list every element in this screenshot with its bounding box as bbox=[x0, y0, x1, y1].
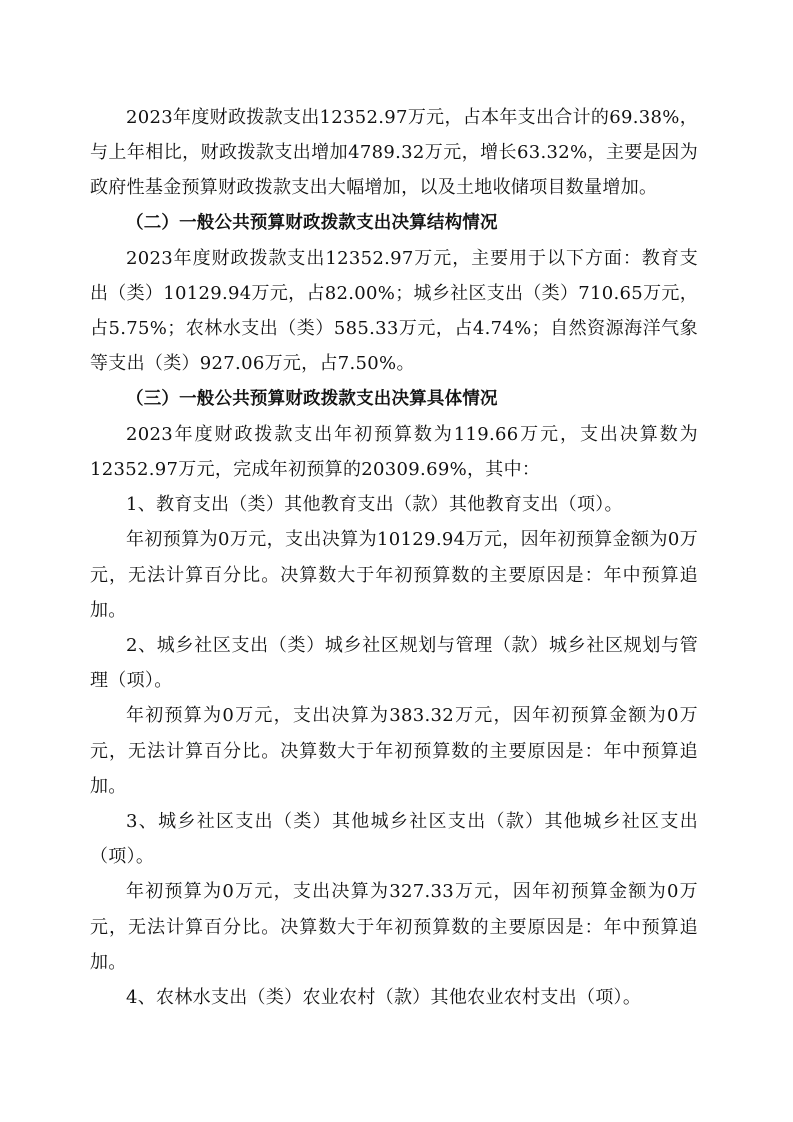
paragraph-details-summary: 2023年度财政拨款支出年初预算数为119.66万元，支出决算数为12352.97万元，完成年初预算的20309.69%，其中： bbox=[90, 423, 698, 481]
paragraph-structure: 2023年度财政拨款支出12352.97万元，主要用于以下方面：教育支出（类）10129.94万元，占82.00%；城乡社区支出（类）710.65万元，占5.75%；农林水支出（类）585.33万元，占4.74%；自然资源海洋气象等支出（类）927.06万元，占7.50%。 bbox=[90, 247, 698, 375]
item-3-title: 3、城乡社区支出（类）其他城乡社区支出（款）其他城乡社区支出（项）。 bbox=[90, 811, 698, 868]
section-heading-structure: （二）一般公共预算财政拨款支出决算结构情况 bbox=[126, 212, 498, 233]
paragraph-overview: 2023年度财政拨款支出12352.97万元，占本年支出合计的69.38%，与上年相比，财政拨款支出增加4789.32万元，增长63.32%，主要是因为政府性基金预算财政拨款支出大幅增加，以及土地收储项目数量增加。 bbox=[90, 107, 698, 199]
item-2-description: 年初预算为0万元，支出决算为383.32万元，因年初预算金额为0万元，无法计算百分比。决算数大于年初预算数的主要原因是：年中预算追加。 bbox=[90, 705, 698, 797]
item-4-title: 4、农林水支出（类）农业农村（款）其他农业农村支出（项）。 bbox=[126, 987, 642, 1009]
document-body bbox=[90, 100, 698, 1015]
item-2-title: 2、城乡社区支出（类）城乡社区规划与管理（款）城乡社区规划与管理（项）。 bbox=[90, 635, 698, 692]
item-1-title: 1、教育支出（类）其他教育支出（款）其他教育支出（项）。 bbox=[126, 494, 623, 516]
section-heading-details: （三）一般公共预算财政拨款支出决算具体情况 bbox=[126, 388, 498, 409]
item-1-description: 年初预算为0万元，支出决算为10129.94万元，因年初预算金额为0万元，无法计算百分比。决算数大于年初预算数的主要原因是：年中预算追加。 bbox=[90, 529, 698, 621]
item-3-description: 年初预算为0万元，支出决算为327.33万元，因年初预算金额为0万元，无法计算百分比。决算数大于年初预算数的主要原因是：年中预算追加。 bbox=[90, 881, 698, 973]
